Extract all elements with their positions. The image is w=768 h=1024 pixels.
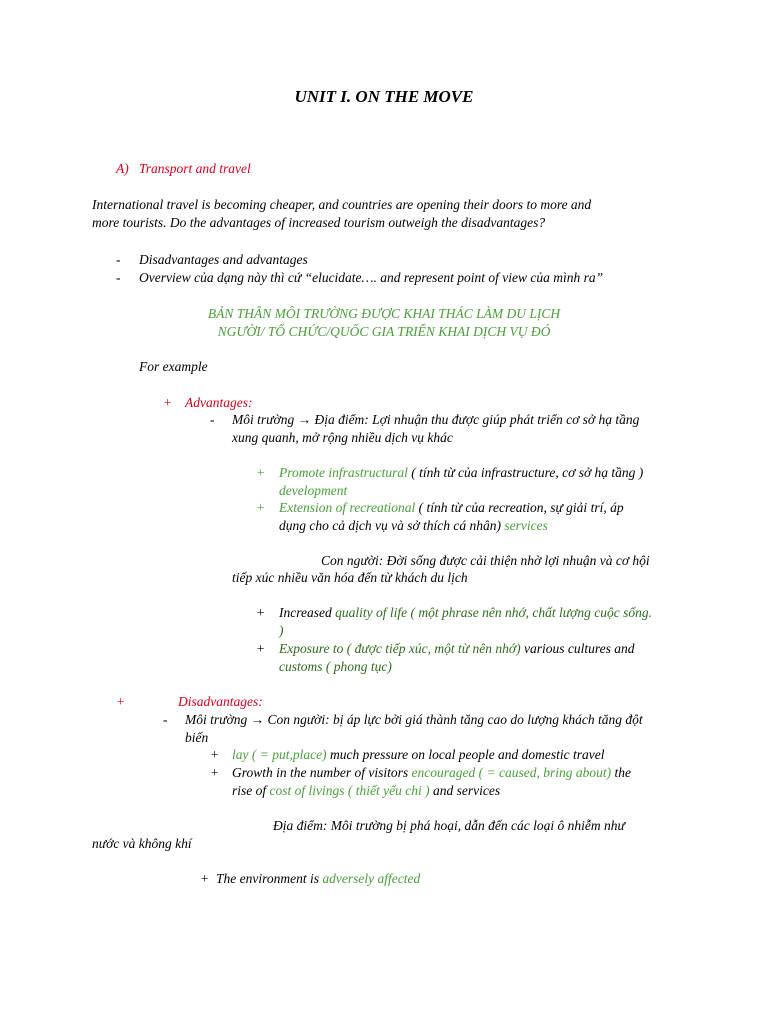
for-example: For example (139, 359, 208, 374)
bullet-dash: - (163, 712, 168, 727)
bullet-1: Disadvantages and advantages (139, 252, 308, 267)
adv-point-1 (279, 464, 643, 482)
adv-point-2-line-2-note: dụng cho cả dịch vụ và sở thích cá nhân) (279, 518, 505, 533)
center-note-line-1: BẢN THÂN MÔI TRƯỜNG ĐƯỢC KHAI THÁC LÀM DU LỊCH (207, 306, 561, 321)
advantages-label: Advantages: (185, 395, 253, 410)
bullet-dash: - (116, 270, 121, 285)
adv-point-1-note: ( tính từ của infrastructure, cơ sở hạ tầng ) (407, 465, 644, 480)
center-note-line-2: NGƯỜI/ TỔ CHỨC/QUỐC GIA TRIỂN KHAI DỊCH VỤ ĐÓ (217, 324, 551, 339)
adv-point-2-note: ( tính từ của recreation, sự giải trí, áp (415, 500, 624, 515)
adv-env-line-2: xung quanh, mở rộng nhiều dịch vụ khác (232, 430, 453, 445)
intro-line-2: more tourists. Do the advantages of increased tourism outweigh the disadvantages? (92, 215, 546, 230)
dis-point-2-start: Growth in the number of visitors (232, 765, 412, 780)
adv-point-4-note: various cultures and (520, 641, 635, 656)
bullet-2: Overview của dạng này thì cứ “elucidate…. and represent point of view của mình ra” (139, 270, 604, 285)
adv-point-3 (279, 604, 652, 622)
plus-marker: + (116, 694, 126, 709)
dis-point-2-line-2-term: cost of livings ( thiết yếu chi ) (269, 783, 430, 798)
page-title: UNIT I. ON THE MOVE (294, 87, 474, 106)
adv-point-3-term: Increased (279, 605, 336, 620)
dis-env-line-2: biến (185, 730, 209, 745)
adv-point-1-term: Promote infrastructural (279, 465, 408, 480)
adv-point-4 (279, 640, 634, 658)
dis-point-2-line-2-start: rise of (232, 783, 270, 798)
dis-point-2-term: encouraged ( = caused, bring about) (411, 765, 612, 780)
plus-marker: + (200, 871, 210, 886)
adv-point-2 (279, 499, 624, 517)
dis-point-2-end: the (611, 765, 631, 780)
dis-point-3 (216, 870, 420, 888)
adv-point-3-line-2: ) (279, 623, 284, 638)
dis-place-line-2: nước và không khí (92, 836, 192, 851)
plus-marker: + (210, 747, 220, 762)
plus-marker: + (256, 500, 266, 515)
dis-point-1 (232, 746, 605, 764)
dis-env-line-1: Môi trường → Con người: bị áp lực bởi giá thành tăng cao do lượng khách tăng đột (185, 712, 643, 727)
dis-point-2-line-2-end: and services (429, 783, 501, 798)
adv-point-2-term: Extension of recreational (279, 500, 416, 515)
plus-marker: + (256, 605, 266, 620)
section-a-heading: Transport and travel (139, 161, 251, 176)
bullet-dash: - (210, 412, 215, 427)
dis-point-3-start: The environment is (216, 871, 323, 886)
plus-marker: + (256, 641, 266, 656)
dis-point-1-term: lay ( = put,place) (232, 747, 327, 762)
adv-point-3-phrase: quality of life ( một phrase nên nhớ, chất lượng cuộc sống. (335, 605, 652, 620)
intro-line-1: International travel is becoming cheaper, and countries are opening their doors to more and (92, 197, 592, 212)
dis-point-2 (232, 764, 631, 782)
plus-marker: + (210, 765, 220, 780)
adv-people-line-1: Con người: Đời sống được cải thiện nhờ lợi nhuận và cơ hội (321, 553, 650, 568)
adv-people-line-2: tiếp xúc nhiều văn hóa đến từ khách du lịch (232, 570, 468, 585)
adv-point-2-line-2-term: services (504, 518, 548, 533)
plus-marker: + (163, 395, 173, 410)
adv-env-line-1: Môi trường → Địa điểm: Lợi nhuận thu được giúp phát triển cơ sở hạ tầng (232, 412, 640, 427)
dis-point-1-note: much pressure on local people and domestic travel (326, 747, 605, 762)
dis-point-2-line-2 (232, 782, 500, 800)
adv-point-4-line-2: customs ( phong tục) (279, 659, 392, 674)
bullet-dash: - (116, 252, 121, 267)
disadvantages-label: Disadvantages: (178, 694, 263, 709)
plus-marker: + (256, 465, 266, 480)
adv-point-1-line-2: development (279, 483, 348, 498)
section-a-marker: A) (116, 161, 129, 176)
dis-place-line-1: Địa điểm: Môi trường bị phá hoại, dẫn đến các loại ô nhiễm như (273, 818, 625, 833)
dis-point-3-term: adversely affected (322, 871, 421, 886)
adv-point-2-line-2 (279, 517, 548, 535)
adv-point-4-phrase: Exposure to ( được tiếp xúc, một từ nên nhớ) (279, 641, 521, 656)
